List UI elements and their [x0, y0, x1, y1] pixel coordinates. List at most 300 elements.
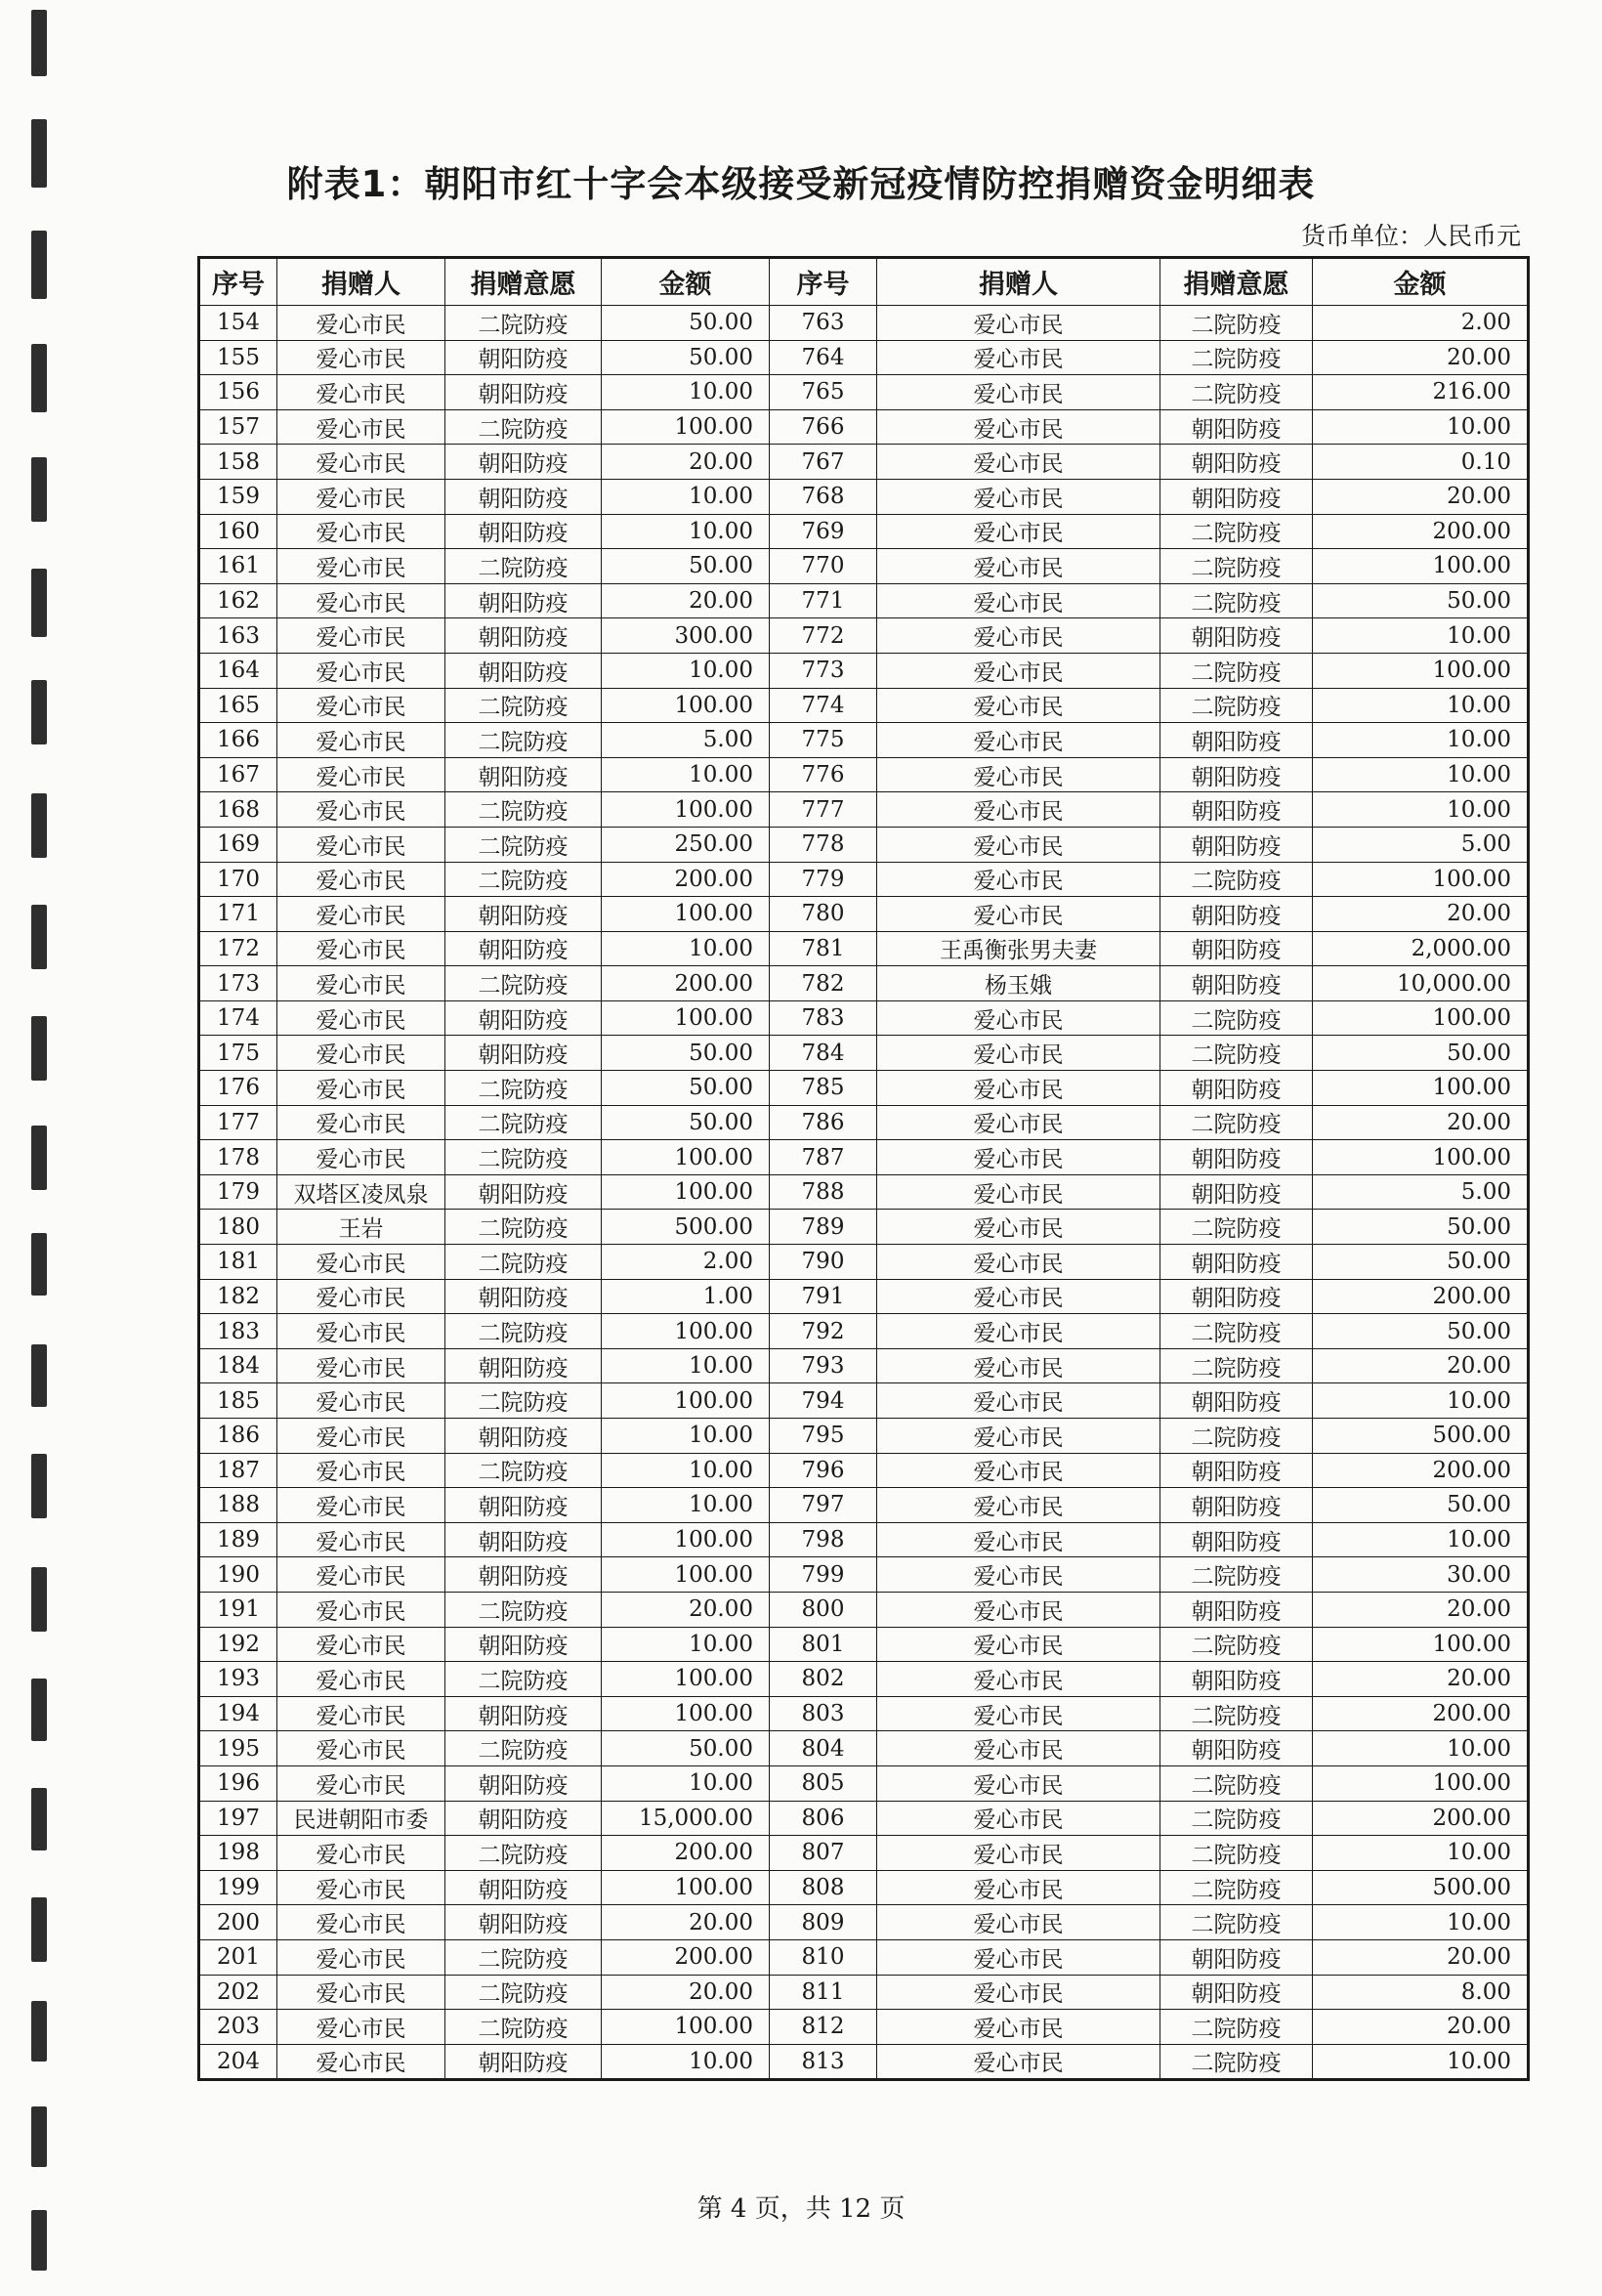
donor-cell: 爱心市民: [877, 1801, 1160, 1836]
intent-cell: 朝阳防疫: [1160, 479, 1313, 514]
donor-cell: 爱心市民: [877, 1419, 1160, 1454]
serial-number-cell: 803: [770, 1696, 877, 1731]
serial-number-cell: 199: [199, 1870, 277, 1905]
donor-cell: 爱心市民: [877, 688, 1160, 723]
table-row: [199, 688, 1529, 723]
table-row: [199, 479, 1529, 514]
amount-cell: 10.00: [1313, 2044, 1529, 2080]
donor-cell: 爱心市民: [277, 1522, 445, 1557]
serial-number-cell: 812: [770, 2010, 877, 2045]
amount-cell: 100.00: [602, 792, 770, 828]
donor-cell: 爱心市民: [877, 1939, 1160, 1975]
amount-cell: 10.00: [602, 375, 770, 410]
donor-cell: 爱心市民: [877, 653, 1160, 688]
intent-cell: 朝阳防疫: [445, 2044, 602, 2080]
donor-cell: 爱心市民: [877, 1488, 1160, 1523]
donor-cell: 爱心市民: [277, 1105, 445, 1140]
amount-cell: 100.00: [602, 2010, 770, 2045]
serial-number-cell: 810: [770, 1939, 877, 1975]
intent-cell: 朝阳防疫: [1160, 445, 1313, 480]
donor-cell: 爱心市民: [277, 1627, 445, 1662]
amount-cell: 100.00: [602, 897, 770, 932]
intent-cell: 二院防疫: [445, 2010, 602, 2045]
intent-cell: 二院防疫: [445, 1140, 602, 1175]
amount-cell: 20.00: [1313, 1592, 1529, 1627]
intent-cell: 朝阳防疫: [445, 1870, 602, 1905]
donor-cell: 爱心市民: [877, 2044, 1160, 2080]
donor-cell: 爱心市民: [877, 1105, 1160, 1140]
serial-number-cell: 785: [770, 1071, 877, 1106]
serial-number-cell: 798: [770, 1522, 877, 1557]
donor-cell: 爱心市民: [877, 1627, 1160, 1662]
amount-cell: 2.00: [602, 1245, 770, 1280]
donor-cell: 爱心市民: [877, 1905, 1160, 1940]
serial-number-cell: 767: [770, 445, 877, 480]
intent-cell: 二院防疫: [445, 1731, 602, 1766]
serial-number-cell: 166: [199, 723, 277, 758]
donor-cell: 爱心市民: [277, 445, 445, 480]
amount-cell: 100.00: [602, 1696, 770, 1731]
donor-cell: 爱心市民: [277, 1592, 445, 1627]
table-row: [199, 966, 1529, 1001]
donor-cell: 爱心市民: [877, 897, 1160, 932]
intent-cell: 二院防疫: [1160, 514, 1313, 549]
intent-cell: 朝阳防疫: [1160, 1174, 1313, 1210]
donor-cell: 爱心市民: [877, 1870, 1160, 1905]
donor-cell: 爱心市民: [877, 583, 1160, 618]
serial-number-cell: 787: [770, 1140, 877, 1175]
table-row: [199, 897, 1529, 932]
donor-cell: 爱心市民: [277, 1140, 445, 1175]
intent-cell: 朝阳防疫: [1160, 1522, 1313, 1557]
punch-hole-mark: [31, 680, 47, 744]
amount-cell: 10.00: [602, 1419, 770, 1454]
donor-cell: 爱心市民: [877, 1210, 1160, 1245]
intent-cell: 二院防疫: [445, 549, 602, 584]
amount-cell: 10.00: [1313, 1836, 1529, 1871]
serial-number-cell: 159: [199, 479, 277, 514]
table-row: [199, 1140, 1529, 1175]
donor-cell: 爱心市民: [877, 1383, 1160, 1419]
intent-cell: 朝阳防疫: [445, 340, 602, 375]
donor-cell: 爱心市民: [277, 1870, 445, 1905]
intent-cell: 二院防疫: [1160, 306, 1313, 341]
serial-number-cell: 204: [199, 2044, 277, 2080]
donor-cell: 爱心市民: [277, 340, 445, 375]
intent-cell: 朝阳防疫: [1160, 1939, 1313, 1975]
amount-cell: 100.00: [602, 409, 770, 445]
amount-cell: 100.00: [602, 1557, 770, 1593]
amount-cell: 20.00: [1313, 1348, 1529, 1383]
intent-cell: 二院防疫: [445, 1210, 602, 1245]
table-row: [199, 1696, 1529, 1731]
intent-cell: 朝阳防疫: [1160, 723, 1313, 758]
donor-cell: 爱心市民: [877, 549, 1160, 584]
amount-cell: 100.00: [1313, 1071, 1529, 1106]
amount-cell: 50.00: [1313, 1314, 1529, 1349]
intent-cell: 朝阳防疫: [1160, 1662, 1313, 1697]
donor-cell: 爱心市民: [277, 757, 445, 792]
serial-number-cell: 160: [199, 514, 277, 549]
table-row: [199, 1348, 1529, 1383]
intent-cell: 二院防疫: [1160, 1000, 1313, 1036]
amount-cell: 20.00: [1313, 340, 1529, 375]
serial-number-cell: 766: [770, 409, 877, 445]
intent-cell: 朝阳防疫: [445, 897, 602, 932]
serial-number-cell: 175: [199, 1036, 277, 1071]
intent-cell: 朝阳防疫: [445, 479, 602, 514]
intent-cell: 二院防疫: [445, 409, 602, 445]
table-row: [199, 1522, 1529, 1557]
donor-cell: 爱心市民: [877, 1348, 1160, 1383]
donor-cell: 爱心市民: [277, 688, 445, 723]
donor-cell: 爱心市民: [277, 583, 445, 618]
serial-number-cell: 796: [770, 1453, 877, 1488]
table-row: [199, 514, 1529, 549]
serial-number-cell: 773: [770, 653, 877, 688]
column-header: 捐赠人: [277, 258, 445, 306]
intent-cell: 朝阳防疫: [445, 618, 602, 654]
donor-cell: 爱心市民: [877, 514, 1160, 549]
intent-cell: 朝阳防疫: [1160, 897, 1313, 932]
punch-hole-mark: [31, 1679, 47, 1741]
amount-cell: 10.00: [1313, 1522, 1529, 1557]
serial-number-cell: 778: [770, 827, 877, 862]
donor-cell: 爱心市民: [277, 479, 445, 514]
amount-cell: 0.10: [1313, 445, 1529, 480]
amount-cell: 10.00: [1313, 1383, 1529, 1419]
table-row: [199, 2044, 1529, 2080]
amount-cell: 200.00: [1313, 1279, 1529, 1314]
serial-number-cell: 765: [770, 375, 877, 410]
intent-cell: 二院防疫: [445, 1939, 602, 1975]
amount-cell: 20.00: [1313, 479, 1529, 514]
donor-cell: 爱心市民: [277, 1765, 445, 1801]
amount-cell: 200.00: [602, 1939, 770, 1975]
amount-cell: 10.00: [602, 1627, 770, 1662]
intent-cell: 二院防疫: [1160, 1314, 1313, 1349]
intent-cell: 朝阳防疫: [445, 931, 602, 966]
donor-cell: 爱心市民: [877, 1000, 1160, 1036]
intent-cell: 二院防疫: [445, 827, 602, 862]
table-row: [199, 931, 1529, 966]
intent-cell: 二院防疫: [445, 1662, 602, 1697]
amount-cell: 200.00: [1313, 1696, 1529, 1731]
serial-number-cell: 768: [770, 479, 877, 514]
table-row: [199, 792, 1529, 828]
amount-cell: 50.00: [602, 1105, 770, 1140]
serial-number-cell: 182: [199, 1279, 277, 1314]
serial-number-cell: 196: [199, 1765, 277, 1801]
table-row: [199, 1245, 1529, 1280]
donor-cell: 爱心市民: [277, 723, 445, 758]
donor-cell: 爱心市民: [277, 1036, 445, 1071]
donor-cell: 爱心市民: [877, 1557, 1160, 1593]
serial-number-cell: 187: [199, 1453, 277, 1488]
amount-cell: 50.00: [602, 306, 770, 341]
serial-number-cell: 157: [199, 409, 277, 445]
intent-cell: 朝阳防疫: [445, 653, 602, 688]
amount-cell: 10.00: [1313, 723, 1529, 758]
amount-cell: 50.00: [602, 1071, 770, 1106]
table-row: [199, 306, 1529, 341]
donor-cell: 爱心市民: [877, 1836, 1160, 1871]
donor-cell: 爱心市民: [277, 2044, 445, 2080]
donor-cell: 爱心市民: [277, 1905, 445, 1940]
intent-cell: 朝阳防疫: [1160, 931, 1313, 966]
donor-cell: 爱心市民: [877, 1140, 1160, 1175]
table-row: [199, 340, 1529, 375]
intent-cell: 朝阳防疫: [1160, 1731, 1313, 1766]
intent-cell: 朝阳防疫: [445, 445, 602, 480]
intent-cell: 朝阳防疫: [445, 583, 602, 618]
intent-cell: 二院防疫: [445, 723, 602, 758]
intent-cell: 二院防疫: [445, 1383, 602, 1419]
amount-cell: 50.00: [602, 1036, 770, 1071]
serial-number-cell: 797: [770, 1488, 877, 1523]
serial-number-cell: 801: [770, 1627, 877, 1662]
donor-cell: 爱心市民: [277, 1696, 445, 1731]
intent-cell: 二院防疫: [445, 792, 602, 828]
table-row: [199, 1801, 1529, 1836]
donor-cell: 爱心市民: [277, 966, 445, 1001]
amount-cell: 20.00: [1313, 2010, 1529, 2045]
serial-number-cell: 165: [199, 688, 277, 723]
intent-cell: 朝阳防疫: [1160, 1592, 1313, 1627]
intent-cell: 朝阳防疫: [1160, 1488, 1313, 1523]
donor-cell: 爱心市民: [877, 340, 1160, 375]
amount-cell: 10,000.00: [1313, 966, 1529, 1001]
intent-cell: 朝阳防疫: [445, 375, 602, 410]
punch-hole-mark: [31, 569, 47, 637]
donation-table: [197, 256, 1530, 2081]
serial-number-cell: 806: [770, 1801, 877, 1836]
amount-cell: 10.00: [1313, 1905, 1529, 1940]
donor-cell: 爱心市民: [277, 653, 445, 688]
table-row: [199, 1279, 1529, 1314]
intent-cell: 二院防疫: [445, 1314, 602, 1349]
intent-cell: 二院防疫: [1160, 583, 1313, 618]
amount-cell: 100.00: [602, 688, 770, 723]
amount-cell: 20.00: [602, 1905, 770, 1940]
table-row: [199, 1731, 1529, 1766]
serial-number-cell: 200: [199, 1905, 277, 1940]
table-row: [199, 2010, 1529, 2045]
table-row: [199, 1383, 1529, 1419]
amount-cell: 100.00: [602, 1314, 770, 1349]
amount-cell: 300.00: [602, 618, 770, 654]
amount-cell: 10.00: [1313, 757, 1529, 792]
table-row: [199, 549, 1529, 584]
serial-number-cell: 790: [770, 1245, 877, 1280]
intent-cell: 二院防疫: [445, 306, 602, 341]
serial-number-cell: 170: [199, 862, 277, 897]
serial-number-cell: 774: [770, 688, 877, 723]
column-header: 金额: [602, 258, 770, 306]
amount-cell: 216.00: [1313, 375, 1529, 410]
amount-cell: 50.00: [1313, 1036, 1529, 1071]
donor-cell: 爱心市民: [877, 1975, 1160, 2010]
serial-number-cell: 177: [199, 1105, 277, 1140]
donor-cell: 爱心市民: [277, 897, 445, 932]
serial-number-cell: 782: [770, 966, 877, 1001]
table-row: [199, 375, 1529, 410]
table-row: [199, 1905, 1529, 1940]
table-row: [199, 1592, 1529, 1627]
amount-cell: 2.00: [1313, 306, 1529, 341]
donor-cell: 爱心市民: [877, 479, 1160, 514]
table-row: [199, 1765, 1529, 1801]
table-row: [199, 1036, 1529, 1071]
serial-number-cell: 776: [770, 757, 877, 792]
table-row: [199, 723, 1529, 758]
amount-cell: 100.00: [1313, 862, 1529, 897]
intent-cell: 二院防疫: [1160, 1870, 1313, 1905]
table-row: [199, 653, 1529, 688]
serial-number-cell: 779: [770, 862, 877, 897]
intent-cell: 二院防疫: [1160, 1557, 1313, 1593]
intent-cell: 朝阳防疫: [1160, 1140, 1313, 1175]
serial-number-cell: 792: [770, 1314, 877, 1349]
intent-cell: 二院防疫: [1160, 549, 1313, 584]
table-row: [199, 583, 1529, 618]
donor-cell: 爱心市民: [877, 827, 1160, 862]
punch-hole-mark: [31, 1788, 47, 1850]
amount-cell: 200.00: [1313, 514, 1529, 549]
table-header-row: [199, 258, 1529, 306]
punch-hole-mark: [31, 10, 47, 76]
amount-cell: 20.00: [602, 445, 770, 480]
amount-cell: 500.00: [602, 1210, 770, 1245]
serial-number-cell: 804: [770, 1731, 877, 1766]
amount-cell: 500.00: [1313, 1870, 1529, 1905]
amount-cell: 200.00: [602, 1836, 770, 1871]
donor-cell: 爱心市民: [277, 1314, 445, 1349]
amount-cell: 500.00: [1313, 1419, 1529, 1454]
donor-cell: 爱心市民: [877, 1662, 1160, 1697]
amount-cell: 100.00: [602, 1000, 770, 1036]
table-row: [199, 1557, 1529, 1593]
serial-number-cell: 163: [199, 618, 277, 654]
punch-hole-mark: [31, 1454, 47, 1518]
intent-cell: 二院防疫: [1160, 375, 1313, 410]
donor-cell: 王岩: [277, 1210, 445, 1245]
punch-hole-mark: [31, 793, 47, 858]
donor-cell: 爱心市民: [277, 549, 445, 584]
donor-cell: 爱心市民: [277, 1453, 445, 1488]
serial-number-cell: 811: [770, 1975, 877, 2010]
column-header: 序号: [199, 258, 277, 306]
punch-hole-mark: [31, 1126, 47, 1190]
intent-cell: 二院防疫: [445, 1105, 602, 1140]
serial-number-cell: 807: [770, 1836, 877, 1871]
intent-cell: 朝阳防疫: [1160, 792, 1313, 828]
serial-number-cell: 772: [770, 618, 877, 654]
table-row: [199, 1836, 1529, 1871]
amount-cell: 100.00: [602, 1140, 770, 1175]
donor-cell: 爱心市民: [277, 1383, 445, 1419]
donor-cell: 爱心市民: [277, 1279, 445, 1314]
table-row: [199, 1870, 1529, 1905]
table-row: [199, 1939, 1529, 1975]
amount-cell: 10.00: [1313, 1731, 1529, 1766]
amount-cell: 20.00: [602, 583, 770, 618]
donor-cell: 王禹衡张男夫妻: [877, 931, 1160, 966]
amount-cell: 20.00: [1313, 1662, 1529, 1697]
intent-cell: 朝阳防疫: [445, 1174, 602, 1210]
serial-number-cell: 769: [770, 514, 877, 549]
amount-cell: 2,000.00: [1313, 931, 1529, 966]
donor-cell: 杨玉娥: [877, 966, 1160, 1001]
amount-cell: 100.00: [602, 1174, 770, 1210]
serial-number-cell: 169: [199, 827, 277, 862]
serial-number-cell: 172: [199, 931, 277, 966]
intent-cell: 二院防疫: [445, 1592, 602, 1627]
amount-cell: 10.00: [602, 514, 770, 549]
donor-cell: 爱心市民: [277, 1488, 445, 1523]
donor-cell: 爱心市民: [277, 2010, 445, 2045]
table-row: [199, 1488, 1529, 1523]
serial-number-cell: 174: [199, 1000, 277, 1036]
intent-cell: 朝阳防疫: [445, 1000, 602, 1036]
donor-cell: 爱心市民: [277, 618, 445, 654]
serial-number-cell: 198: [199, 1836, 277, 1871]
donor-cell: 爱心市民: [877, 1245, 1160, 1280]
table-row: [199, 1000, 1529, 1036]
table-row: [199, 1419, 1529, 1454]
intent-cell: 二院防疫: [445, 1453, 602, 1488]
table-row: [199, 618, 1529, 654]
table-row: [199, 1210, 1529, 1245]
intent-cell: 朝阳防疫: [1160, 1071, 1313, 1106]
intent-cell: 朝阳防疫: [445, 1627, 602, 1662]
donor-cell: 爱心市民: [877, 409, 1160, 445]
amount-cell: 10.00: [602, 1488, 770, 1523]
serial-number-cell: 201: [199, 1939, 277, 1975]
intent-cell: 二院防疫: [445, 1245, 602, 1280]
donor-cell: 爱心市民: [877, 1071, 1160, 1106]
serial-number-cell: 167: [199, 757, 277, 792]
table-row: [199, 445, 1529, 480]
amount-cell: 30.00: [1313, 1557, 1529, 1593]
table-row: [199, 1314, 1529, 1349]
table-row: [199, 1662, 1529, 1697]
intent-cell: 朝阳防疫: [1160, 1383, 1313, 1419]
punch-hole-mark: [31, 457, 47, 522]
serial-number-cell: 194: [199, 1696, 277, 1731]
amount-cell: 50.00: [602, 1731, 770, 1766]
donor-cell: 爱心市民: [877, 1592, 1160, 1627]
punch-hole-mark: [31, 905, 47, 969]
donor-cell: 爱心市民: [277, 1245, 445, 1280]
donor-cell: 爱心市民: [277, 1939, 445, 1975]
amount-cell: 10.00: [602, 653, 770, 688]
serial-number-cell: 188: [199, 1488, 277, 1523]
intent-cell: 朝阳防疫: [1160, 1279, 1313, 1314]
amount-cell: 200.00: [1313, 1801, 1529, 1836]
amount-cell: 10.00: [602, 1348, 770, 1383]
intent-cell: 二院防疫: [1160, 1765, 1313, 1801]
serial-number-cell: 784: [770, 1036, 877, 1071]
serial-number-cell: 763: [770, 306, 877, 341]
intent-cell: 二院防疫: [1160, 862, 1313, 897]
serial-number-cell: 788: [770, 1174, 877, 1210]
donor-cell: 爱心市民: [877, 723, 1160, 758]
amount-cell: 200.00: [602, 966, 770, 1001]
intent-cell: 朝阳防疫: [445, 1348, 602, 1383]
table-row: [199, 1105, 1529, 1140]
serial-number-cell: 189: [199, 1522, 277, 1557]
